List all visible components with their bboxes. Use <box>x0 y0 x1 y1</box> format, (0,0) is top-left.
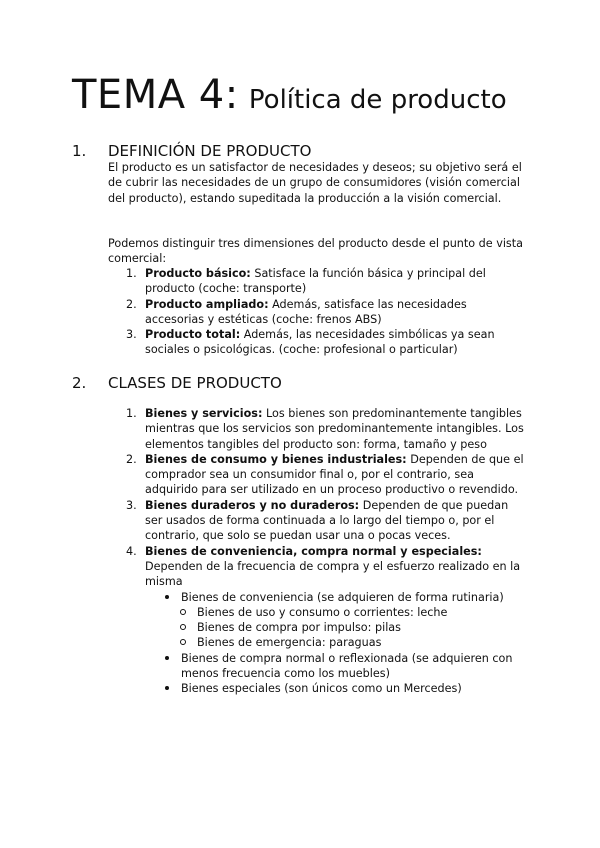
list-item-text: Además, satisface las necesidades accesorias y estéticas (coche: frenos ABS) <box>145 297 467 326</box>
sub-bullet-list <box>145 605 528 651</box>
list-item-term: Producto básico: <box>145 267 251 280</box>
list-item-number: 3. <box>126 328 137 342</box>
section-1-number: 1. <box>72 142 87 160</box>
list-item-term: Bienes de conveniencia, compra normal y especiales: <box>145 544 482 558</box>
list-item-text: Satisface la función básica y principal del producto (coche: transporte) <box>145 267 486 296</box>
list-item-text: Dependen de la frecuencia de compra y el esfuerzo realizado en la misma <box>145 559 521 589</box>
section-2-heading <box>72 374 282 392</box>
title-sub: Política de producto <box>248 85 507 115</box>
bullet-dot-icon <box>165 686 169 690</box>
bullet-text: Bienes de compra normal o reflexionada (se adquieren con menos frecuencia como los muebles) <box>181 651 513 681</box>
bullet-item <box>145 681 528 696</box>
section-2-list <box>108 406 528 697</box>
list-item <box>108 452 528 498</box>
bullet-item <box>145 590 528 605</box>
bullet-text: Bienes de conveniencia (se adquieren de forma rutinaria) <box>181 590 504 604</box>
sub-bullet-item <box>161 635 528 650</box>
sub-bullet-text: Bienes de compra por impulso: pilas <box>197 621 401 635</box>
list-item-text: Dependen de que el comprador sea un consumidor final o, por el contrario, sea adquirido para ser utilizado en un proceso productivo o revendido. <box>145 452 524 497</box>
section-1-list <box>108 266 508 358</box>
sub-bullet-text: Bienes de uso y consumo o corrientes: leche <box>197 605 448 619</box>
bullet-dot-icon <box>165 656 169 660</box>
page-title <box>72 72 507 118</box>
list-item-term: Producto total: <box>145 328 241 342</box>
list-item-number: 1. <box>126 267 137 280</box>
list-item <box>108 544 528 590</box>
bullet-item <box>145 651 528 682</box>
list-item-number: 2. <box>126 297 137 311</box>
sub-bullet-item <box>161 605 528 620</box>
list-item-text: Además, las necesidades simbólicas ya sean sociales o psicológicas. (coche: profesional o particular) <box>145 328 495 357</box>
bullet-text: Bienes especiales (son únicos como un Mercedes) <box>181 682 462 696</box>
list-item-number: 2. <box>126 452 137 466</box>
list-item-term: Bienes de consumo y bienes industriales: <box>145 452 407 466</box>
list-item <box>108 327 508 358</box>
circle-bullet-icon <box>180 639 186 645</box>
sub-bullet-item <box>161 620 528 635</box>
list-item-number: 1. <box>126 407 137 420</box>
list-item-text: Dependen de que puedan ser usados de forma continuada a lo largo del tiempo o, por el contrario, que solo se puedan usar una o pocas veces. <box>145 498 509 543</box>
circle-bullet-icon <box>180 609 186 615</box>
section-1-heading <box>72 142 311 160</box>
circle-bullet-icon <box>180 624 186 630</box>
list-item-term: Bienes duraderos y no duraderos: <box>145 498 360 512</box>
list-item-text: Los bienes son predominantemente tangibles mientras que los servicios son predominantemente intangibles. Los elementos tangibles del producto son: forma, tamaño y peso <box>145 407 524 451</box>
list-item <box>108 498 528 544</box>
section-1-paragraph-1: El producto es un satisfactor de necesidades y deseos; su objetivo será el de cubrir las necesidades de un grupo de consumidores (visión comercial del producto), estando supeditada la producción a la visión comercial. <box>108 161 522 205</box>
list-item <box>108 266 508 297</box>
section-1-title: DEFINICIÓN DE PRODUCTO <box>108 142 312 160</box>
list-item-number: 4. <box>126 544 137 558</box>
list-item-term: Producto ampliado: <box>145 297 269 311</box>
section-2-number: 2. <box>72 374 87 392</box>
bullet-dot-icon <box>165 595 169 599</box>
list-item-number: 3. <box>126 498 137 512</box>
sub-bullet-text: Bienes de emergencia: paraguas <box>197 636 382 650</box>
section-1-paragraph-2: Podemos distinguir tres dimensiones del producto desde el punto de vista comercial: <box>108 237 524 266</box>
list-item <box>108 297 508 328</box>
list-item-term: Bienes y servicios: <box>145 407 263 420</box>
title-main: TEMA 4: <box>72 72 239 118</box>
list-item <box>108 406 528 452</box>
bullet-list <box>108 590 528 697</box>
section-2-title: CLASES DE PRODUCTO <box>108 374 282 392</box>
